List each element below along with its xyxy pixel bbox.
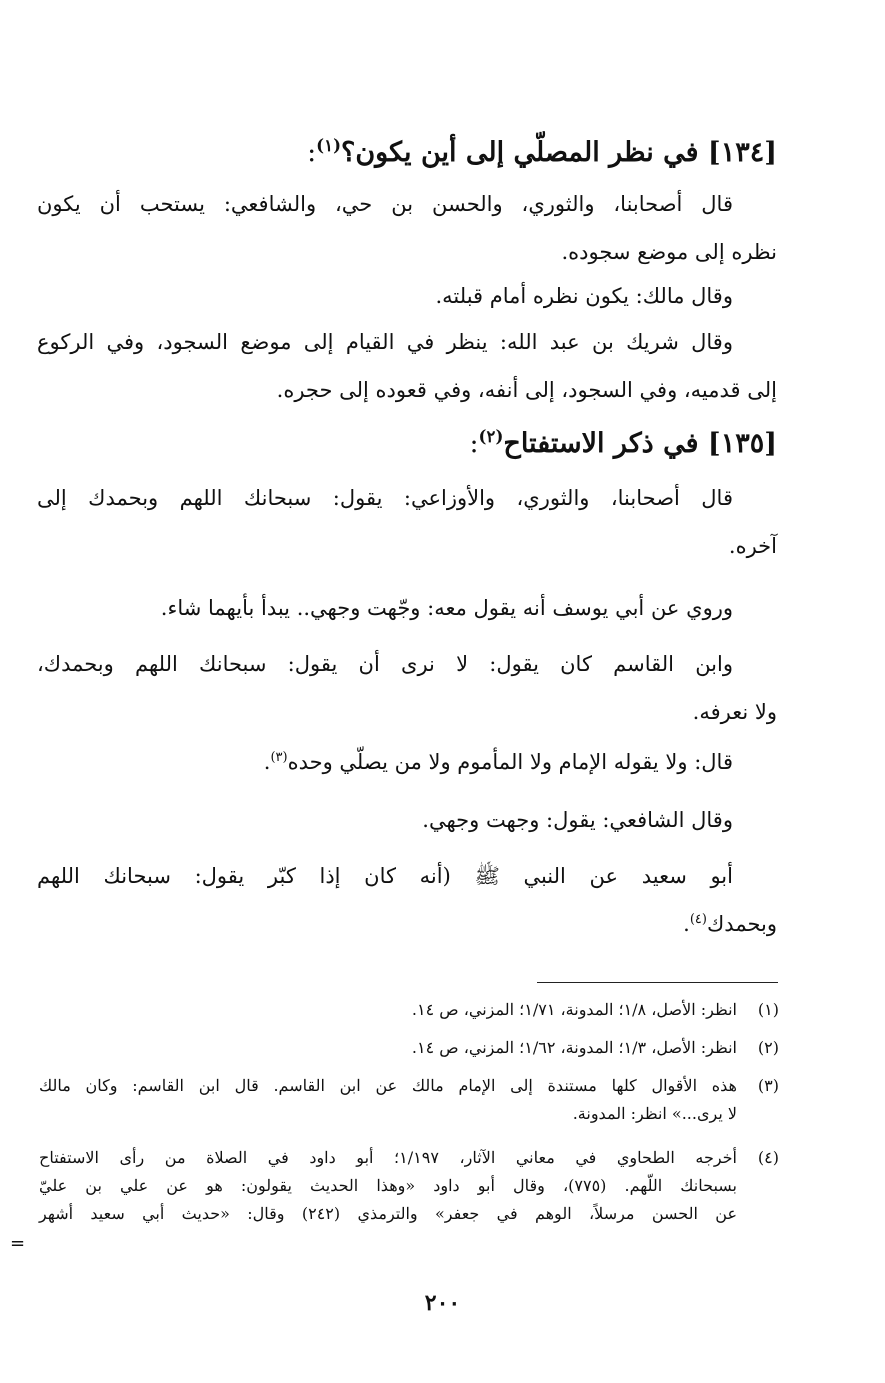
footnote-ref: (٢) — [478, 426, 504, 446]
paragraph-line: وقال شريك بن عبد الله: ينظر في القيام إلى موضع السجود، وفي الركوع — [37, 330, 733, 354]
paragraph-line: آخره. — [728, 534, 777, 558]
section-title: في نظر المصلّي إلى أين يكون؟ — [341, 137, 699, 168]
paragraph-text: وبحمدك — [706, 912, 777, 936]
footnote-number: (٤) — [757, 1148, 779, 1167]
footnote-number: (٣) — [757, 1076, 779, 1095]
footnote-ref: (١) — [316, 135, 342, 155]
footnote-ref: (٤) — [689, 912, 707, 927]
footnote-text: لا يرى...» انظر: المدونة. — [572, 1104, 737, 1123]
section-number: [١٣٤] — [707, 137, 777, 168]
section-number: [١٣٥] — [707, 428, 777, 459]
paragraph-line: وروي عن أبي يوسف أنه يقول معه: وجّهت وجهي.. يبدأ بأيهما شاء. — [160, 596, 733, 620]
paragraph-line: إلى قدميه، وفي السجود، إلى أنفه، وفي قعوده إلى حجره. — [276, 378, 777, 402]
footnote-text: انظر: الأصل، ١/٣؛ المدونة، ١/٦٢؛ المزني، ص ١٤. — [411, 1038, 737, 1057]
paragraph-line: نظره إلى موضع سجوده. — [561, 240, 777, 264]
footnote-1 — [39, 996, 779, 1024]
footnote-separator — [537, 982, 778, 983]
paragraph-line: وقال مالك: يكون نظره أمام قبلته. — [435, 284, 733, 308]
paragraph-line — [37, 900, 777, 948]
footnote-4 — [39, 1144, 779, 1228]
footnote-text: هذه الأقوال كلها مستندة إلى الإمام مالك عن ابن القاسم. قال ابن القاسم: وكان مالك — [39, 1076, 737, 1095]
footnote-ref: (٣) — [270, 750, 288, 765]
section-135-paragraph-4 — [264, 738, 733, 786]
footnote-number: (١) — [757, 1000, 779, 1019]
section-135-paragraph-6 — [37, 852, 777, 948]
footnote-text: أخرجه الطحاوي في معاني الآثار، ١/١٩٧؛ أبو داود في الصلاة من رأى الاستفتاح — [39, 1148, 738, 1167]
section-134-paragraph-1 — [37, 180, 777, 276]
continuation-mark: = — [10, 1233, 26, 1254]
footnote-text: بسبحانك اللّهم. (٧٧٥)، وقال أبو داود «وهذا الحديث يقولون: هو عن علي بن عليّ — [39, 1176, 737, 1195]
paragraph-line: قال أصحابنا، والثوري، والأوزاعي: يقول: سبحانك اللهم وبحمدك إلى — [37, 486, 733, 510]
paragraph-line: قال: ولا يقوله الإمام ولا المأموم ولا من يصلّي وحده — [287, 750, 733, 774]
sentence-end: . — [263, 750, 271, 774]
heading-colon: : — [469, 428, 479, 459]
footnote-number: (٢) — [757, 1038, 779, 1057]
section-title: في ذكر الاستفتاح — [503, 428, 699, 459]
paragraph-line: وابن القاسم كان يقول: لا نرى أن يقول: سبحانك اللهم وبحمدك، — [37, 652, 733, 676]
section-135-paragraph-3 — [37, 640, 777, 736]
paragraph-line: ولا نعرفه. — [692, 700, 777, 724]
footnote-3 — [39, 1072, 779, 1128]
section-135-paragraph-5 — [422, 796, 733, 844]
paragraph-line: وقال الشافعي: يقول: وجهت وجهي. — [422, 808, 733, 832]
section-134-paragraph-2 — [436, 272, 734, 320]
section-135-heading — [469, 424, 777, 464]
footnote-2 — [39, 1034, 779, 1062]
footnote-text: انظر: الأصل، ١/٨؛ المدونة، ١/٧١؛ المزني، ص ١٤. — [411, 1000, 737, 1019]
paragraph-line: قال أصحابنا، والثوري، والحسن بن حي، والشافعي: يستحب أن يكون — [37, 192, 733, 216]
section-134-paragraph-3 — [37, 318, 777, 414]
paragraph-line: أبو سعيد عن النبي ﷺ (أنه كان إذا كبّر يقول: سبحانك اللهم — [37, 864, 733, 888]
heading-colon: : — [307, 137, 317, 168]
footnote-text: عن الحسن مرسلاً، الوهم في جعفر» والترمذي (٢٤٢) وقال: «حديث أبي سعيد أشهر — [39, 1204, 738, 1223]
section-135-paragraph-1 — [37, 474, 777, 570]
section-134-heading — [307, 133, 777, 173]
section-135-paragraph-2 — [161, 584, 733, 632]
sentence-end: . — [683, 912, 690, 936]
page-number: ٢٠٠ — [424, 1290, 461, 1316]
